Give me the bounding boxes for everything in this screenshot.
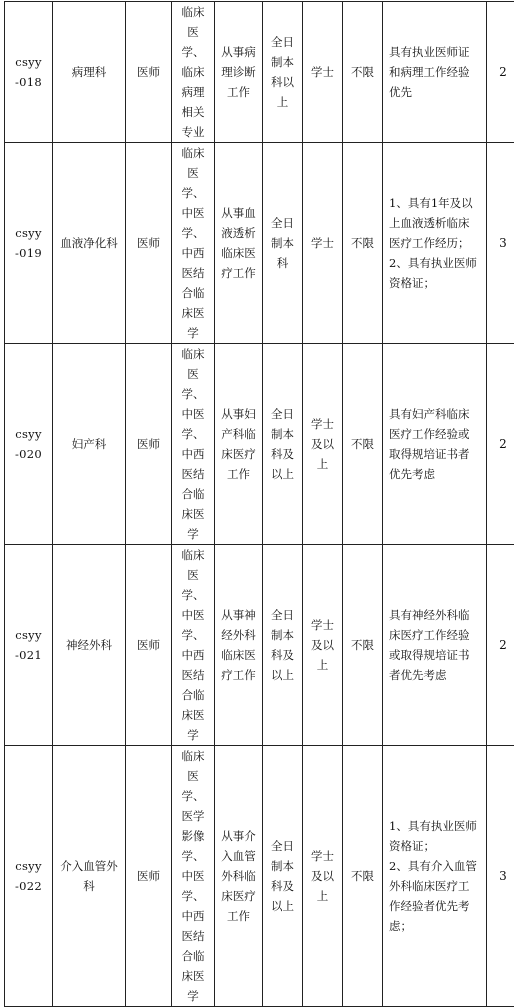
duty: 从事妇产科临床医疗工作 bbox=[221, 404, 257, 484]
requirement-cell bbox=[383, 746, 487, 1007]
duty: 从事神经外科临床医疗工作 bbox=[221, 605, 257, 685]
hire-count: 2 bbox=[499, 65, 507, 79]
education: 全日制本科 bbox=[268, 213, 298, 273]
position-code: csyy -022 bbox=[11, 856, 47, 896]
degree-cell bbox=[303, 143, 343, 344]
count-cell bbox=[487, 545, 514, 746]
duty-cell bbox=[215, 2, 263, 143]
degree-cell bbox=[303, 545, 343, 746]
position-code: csyy -020 bbox=[11, 424, 47, 464]
major: 临床医学、临床病理相关专业 bbox=[178, 2, 208, 142]
degree: 学士及以上 bbox=[308, 414, 338, 474]
age-limit: 不限 bbox=[351, 437, 374, 451]
job-title: 医师 bbox=[137, 869, 160, 883]
degree-cell bbox=[303, 2, 343, 143]
age-cell bbox=[343, 344, 383, 545]
count-cell bbox=[487, 344, 514, 545]
requirement-cell bbox=[383, 545, 487, 746]
table-row bbox=[5, 344, 514, 545]
table-row bbox=[5, 746, 514, 1007]
age-cell bbox=[343, 143, 383, 344]
job-title: 医师 bbox=[137, 236, 160, 250]
hire-count: 2 bbox=[499, 437, 507, 451]
requirement: 具有妇产科临床医疗工作经验或取得规培证书者优先考虑 bbox=[389, 407, 470, 481]
position-code-cell bbox=[5, 545, 53, 746]
age-limit: 不限 bbox=[351, 236, 374, 250]
hire-count: 2 bbox=[499, 638, 507, 652]
education-cell bbox=[263, 2, 303, 143]
recruitment-table bbox=[4, 1, 514, 1007]
education-cell bbox=[263, 746, 303, 1007]
department: 妇产科 bbox=[72, 437, 107, 451]
education: 全日制本科及以上 bbox=[268, 605, 298, 685]
education-cell bbox=[263, 143, 303, 344]
hire-count: 3 bbox=[499, 236, 507, 250]
major-cell bbox=[172, 746, 215, 1007]
age-cell bbox=[343, 2, 383, 143]
position-code-cell bbox=[5, 2, 53, 143]
department-cell bbox=[53, 545, 126, 746]
age-limit: 不限 bbox=[351, 65, 374, 79]
requirement-cell bbox=[383, 344, 487, 545]
duty: 从事血液透析临床医疗工作 bbox=[221, 203, 257, 283]
table-row bbox=[5, 2, 514, 143]
education: 全日制本科及以上 bbox=[268, 836, 298, 916]
hire-count: 3 bbox=[499, 869, 507, 883]
duty-cell bbox=[215, 545, 263, 746]
major-cell bbox=[172, 545, 215, 746]
degree-cell bbox=[303, 344, 343, 545]
title-cell bbox=[126, 143, 172, 344]
degree-cell bbox=[303, 746, 343, 1007]
age-limit: 不限 bbox=[351, 638, 374, 652]
department: 介入血管外科 bbox=[56, 856, 122, 896]
duty: 从事介入血管外科临床医疗工作 bbox=[221, 826, 257, 926]
major: 临床医学、医学影像学、中医学、中西医结合临床医学 bbox=[178, 746, 208, 1006]
duty-cell bbox=[215, 143, 263, 344]
table-row bbox=[5, 545, 514, 746]
major: 临床医学、中医学、中西医结合临床医学 bbox=[178, 143, 208, 343]
department-cell bbox=[53, 2, 126, 143]
department-cell bbox=[53, 746, 126, 1007]
major-cell bbox=[172, 344, 215, 545]
job-title: 医师 bbox=[137, 65, 160, 79]
requirement: 1、具有执业医师资格证； 2、具有介入血管外科临床医疗工作经验者优先考虑； bbox=[389, 819, 477, 933]
education: 全日制本科及以上 bbox=[268, 404, 298, 484]
requirement: 具有执业医师证和病理工作经验优先 bbox=[389, 45, 470, 99]
requirement: 1、具有1年及以上血液透析临床医疗工作经历； 2、具有执业医师资格证； bbox=[389, 196, 477, 290]
requirement-cell bbox=[383, 143, 487, 344]
degree: 学士 bbox=[311, 65, 334, 79]
position-code: csyy -021 bbox=[11, 625, 47, 665]
title-cell bbox=[126, 2, 172, 143]
requirement-cell bbox=[383, 2, 487, 143]
department-cell bbox=[53, 344, 126, 545]
count-cell bbox=[487, 746, 514, 1007]
department: 病理科 bbox=[72, 65, 107, 79]
duty-cell bbox=[215, 344, 263, 545]
duty-cell bbox=[215, 746, 263, 1007]
degree: 学士 bbox=[311, 236, 334, 250]
title-cell bbox=[126, 746, 172, 1007]
education: 全日制本科以上 bbox=[268, 32, 298, 112]
major: 临床医学、中医学、中西医结合临床医学 bbox=[178, 344, 208, 544]
age-cell bbox=[343, 746, 383, 1007]
age-cell bbox=[343, 545, 383, 746]
age-limit: 不限 bbox=[351, 869, 374, 883]
department-cell bbox=[53, 143, 126, 344]
job-title: 医师 bbox=[137, 437, 160, 451]
title-cell bbox=[126, 344, 172, 545]
major: 临床医学、中医学、中西医结合临床医学 bbox=[178, 545, 208, 745]
position-code-cell bbox=[5, 143, 53, 344]
requirement: 具有神经外科临床医疗工作经验或取得规培证书者优先考虑 bbox=[389, 608, 470, 682]
position-code-cell bbox=[5, 746, 53, 1007]
education-cell bbox=[263, 545, 303, 746]
duty: 从事病理诊断工作 bbox=[221, 42, 257, 102]
major-cell bbox=[172, 2, 215, 143]
degree: 学士及以上 bbox=[308, 846, 338, 906]
department: 神经外科 bbox=[66, 638, 112, 652]
education-cell bbox=[263, 344, 303, 545]
position-code-cell bbox=[5, 344, 53, 545]
title-cell bbox=[126, 545, 172, 746]
job-title: 医师 bbox=[137, 638, 160, 652]
table-row bbox=[5, 143, 514, 344]
position-code: csyy -018 bbox=[11, 52, 47, 92]
count-cell bbox=[487, 2, 514, 143]
degree: 学士及以上 bbox=[308, 615, 338, 675]
count-cell bbox=[487, 143, 514, 344]
position-code: csyy -019 bbox=[11, 223, 47, 263]
department: 血液净化科 bbox=[60, 236, 118, 250]
major-cell bbox=[172, 143, 215, 344]
